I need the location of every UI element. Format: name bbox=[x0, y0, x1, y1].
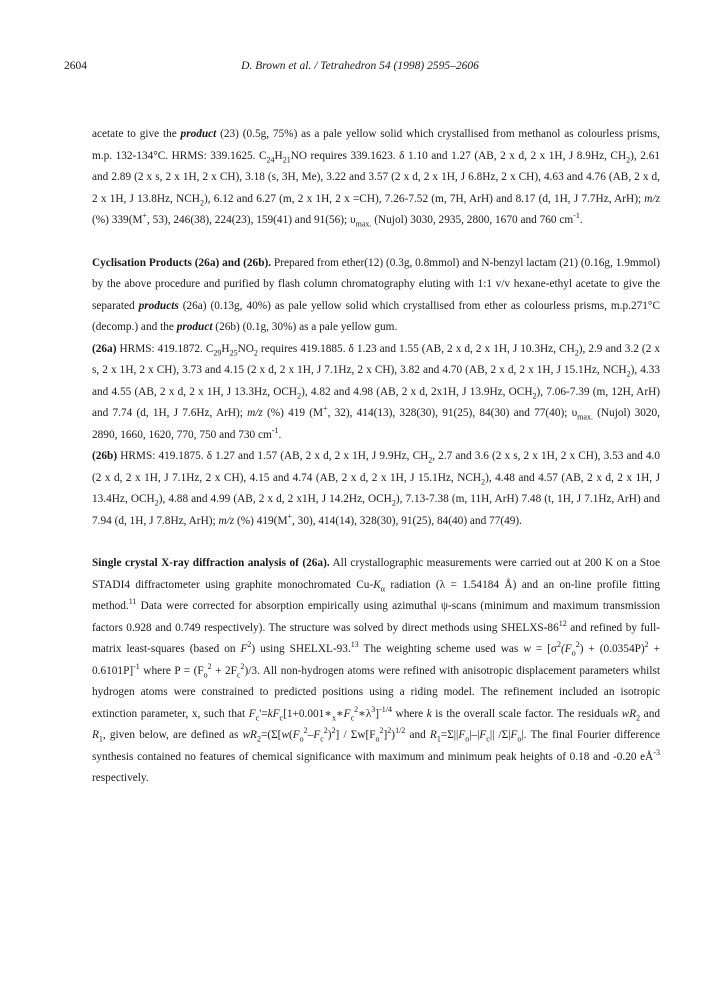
section-heading: Cyclisation Products (26a) and (26b). bbox=[92, 256, 272, 269]
paragraph-compound-26a: (26a) HRMS: 419.1872. $C_{29}H_{25}NO_2$ requires 419.1885. δ 1.23 and 1.55 (AB, 2 x d, 2 x 1H, J 10.3Hz, $CH_2$), 2.9 and 3.2 (2 x s, 2 x 1H, 2 x CH), 3.73 and 4.15 (2 x d, 2 x 1H, J 7.1Hz, 2 x CH), 3.82 and 4.70 (AB, 2 x d, 2 x 1H, J 15.1Hz, $NCH_2$), 4.33 and 4.55 (AB, 2 x d, 2 x 1H, J 13.3Hz, $OCH_2$), 4.82 and 4.98 (AB, 2 x d, 2x1H, J 13.9Hz, $OCH_2$), 7.06-7.39 (m, 12H, ArH) and 7.74 (d, 1H, J 7.6Hz, ArH); m/z (%) 419 (M+, 32), 414(13), 328(30), 91(25), 84(30) and 77(40); $\upsilon_{max.}$ (Nujol) 3020, 2890, 1660, 1620, 770, 750 and 730 $cm^{-1}$. bbox=[92, 342, 661, 441]
running-title: D. Brown et al. / Tetrahedron 54 (1998) 2595–2606 bbox=[241, 60, 479, 72]
paragraph-compound-26b: (26b) HRMS: 419.1875. δ 1.27 and 1.57 (AB, 2 x d, 2 x 1H, J 9.9Hz, $CH_2$, 2.7 and 3.6 (2 x s, 2 x 1H, 2 x CH), 3.53 and 4.0 (2 x d, 2 x 1H, J 7.1Hz, 2 x CH), 4.15 and 4.74 (AB, 2 x d, 2 x 1H, J 15.1Hz, $NCH_2$), 4.48 and 4.57 (AB, 2 x d, 2 x 1H, J 13.4Hz, $OCH_2$), 4.88 and 4.99 (AB, 2 x d, 2 x1H, J 14.2Hz, $OCH_2$), 7.13-7.38 (m, 11H, ArH) 7.48 (t, 1H, J 7.1Hz, ArH) and 7.94 (d, 1H, J 7.8Hz, ArH); m/z (%) 419(M+, 30), 414(14), 328(30), 91(25), 84(40) and 77(49). bbox=[92, 450, 660, 527]
page-header bbox=[64, 60, 656, 80]
paragraph-xray-analysis: Single crystal X-ray diffraction analysis of (26a). All crystallographic measurements were carried out at 200 K on a Stoe STADI4 diffractometer using graphite monochromated $Cu-K_\alpha$ radiation (λ = 1.54184 Å) and an on-line profile fitting method.$^{11}$ Data were corrected for absorption empirically using azimuthal ψ-scans (minimum and maximum transmission factors 0.928 and 0.749 respectively). The structure was solved by direct methods using SHELXS-$86^{12}$ and refined by full-matrix least-squares (based on $F^2$) using SHELXL-93.13 The weighting scheme used was $w = [\sigma^2(F_o^2) + (0.0354P)^2 + 0.6101P]^{-1}$ where $P = (F_o^2 + 2F_c^2)/3$. All non-hydrogen atoms were refined with anisotropic displacement parameters whilst hydrogen atoms were constrained to predicted positions using a riding model. The refinement included an isotropic extinction parameter, x, such that $F_c'=kF_c[1+0.001∗_x∗F_c^2∗\lambda^3]^{-1/4}$ where k is the overall scale factor. The residuals $wR_2$ and $R_1$, given below, are defined as $wR_2=(\Sigma[w(F_o^2-F_c^2)^2] / \Sigma w[F_o^2]^2)^{1/2}$ and $R_1=\Sigma||F_o|-|F_c||$ $/\Sigma|F_o|$. The final Fourier difference synthesis contained no features of chemical significance with maximum and minimum peak heights of 0.18 and -0.20 $eÅ^{-3}$ respectively. bbox=[92, 557, 661, 784]
article-body bbox=[92, 124, 660, 790]
section-heading: Single crystal X-ray diffraction analysis of (26a). bbox=[92, 557, 330, 569]
page-number: 2604 bbox=[64, 60, 87, 72]
paragraph-product-23: acetate to give the product (23) (0.5g, 75%) as a pale yellow solid which crystallised from methanol as colourless prisms, m.p. 132-134°C. HRMS: 339.1625. $C_{24}H_{21}NO$ requires 339.1623. δ 1.10 and 1.27 (AB, 2 x d, 2 x 1H, J 8.9Hz, $CH_2$), 2.61 and 2.89 (2 x s, 2 x 1H, 2 x CH), 3.18 (s, 3H, Me), 3.22 and 3.57 (2 x d, 2 x 1H, J 6.8Hz, 2 x CH), 4.63 and 4.76 (AB, 2 x d, 2 x 1H, J 13.8Hz, $NCH_2$), 6.12 and 6.27 (m, 2 x 1H, 2 x =CH), 7.26-7.52 (m, 7H, ArH) and 8.17 (d, 1H, J 7.7Hz, ArH); m/z (%) 339(M+, 53), 246(38), 224(23), 159(41) and 91(56); $\upsilon_{max.}$ (Nujol) 3030, 2935, 2800, 1670 and 760 $cm^{-1}$. bbox=[92, 128, 661, 229]
paragraph-cyclisation-products: Cyclisation Products (26a) and (26b). Prepared from ether(12) (0.3g, 0.8mmol) and N-benzyl lactam (21) (0.16g, 1.9mmol) by the above procedure and purified by flash column chromatography eluting with 1:1 v/v hexane-ethyl acetate to give the separated products (26a) (0.13g, 40%) as pale yellow solid which crystallised from ether as colourless prisms, m.p.271°C (decomp.) and the product (26b) (0.1g, 30%) as a pale yellow gum. bbox=[92, 256, 660, 333]
